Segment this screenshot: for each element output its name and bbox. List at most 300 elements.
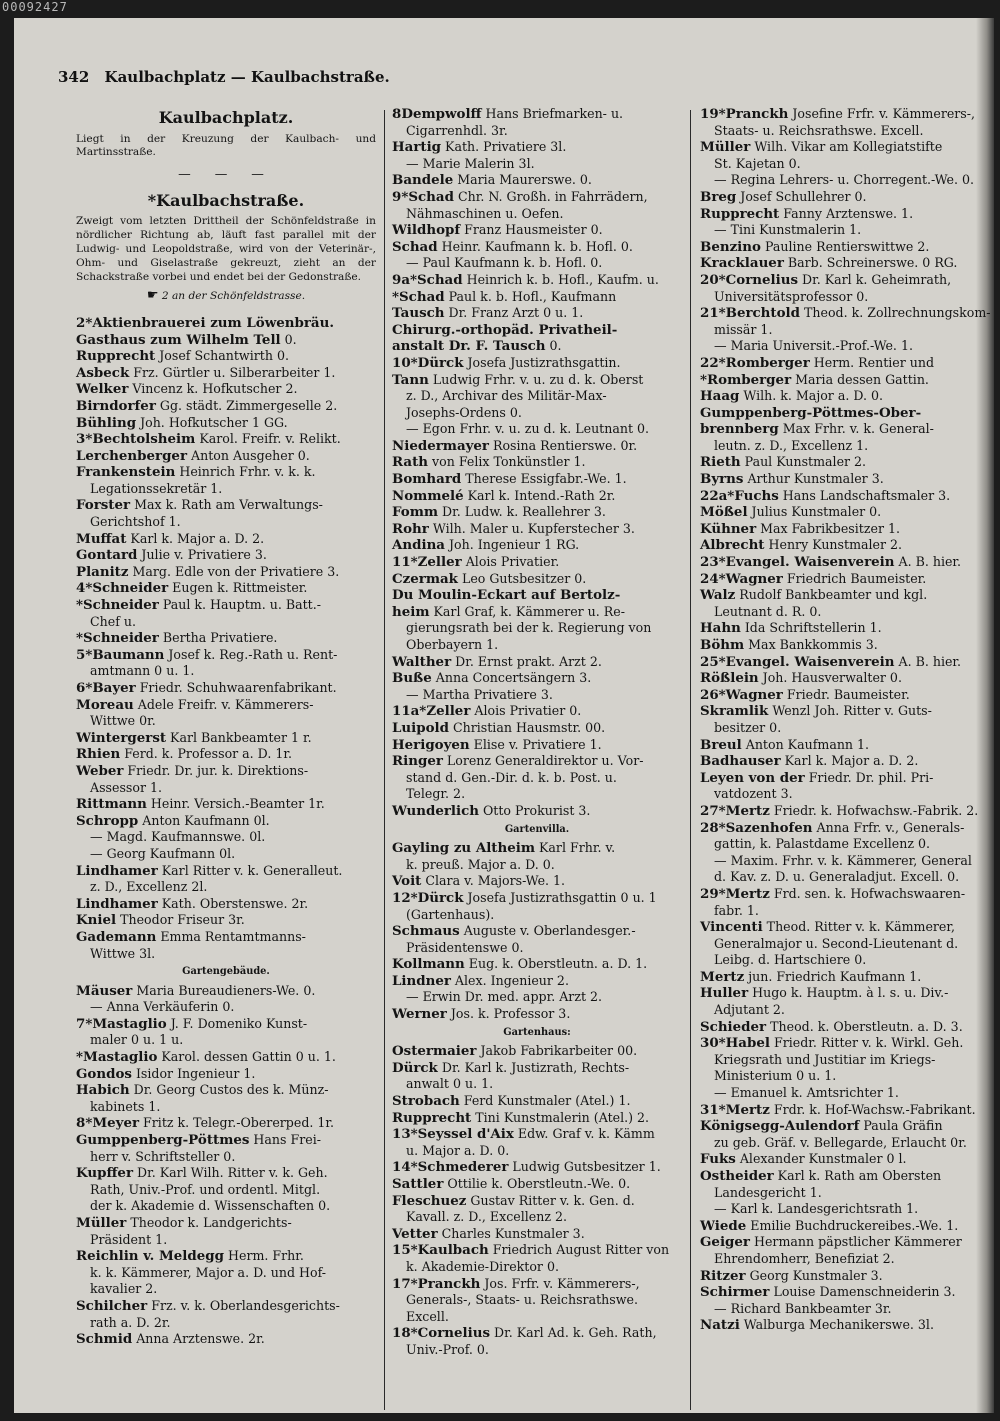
resident-entry	[392, 355, 682, 372]
resident-entry	[76, 1248, 376, 1265]
house-number: 5*	[76, 646, 93, 663]
entry-continuation: Chef u.	[90, 613, 136, 629]
resident-name: Habel	[725, 1035, 770, 1052]
entry-continuation: — Maxim. Frhr. v. k. Kämmerer, General	[714, 852, 972, 868]
resident-name: Müller	[76, 1215, 127, 1232]
resident-name: Czermak	[392, 570, 458, 587]
resident-details: Heinrich k. b. Hofl., Kaufm. u.	[462, 271, 659, 287]
resident-entry	[700, 471, 968, 488]
resident-entry	[76, 497, 376, 514]
resident-entry	[392, 1060, 682, 1077]
resident-details: A. B. hier.	[894, 653, 962, 669]
resident-details: Frdr. k. Hof-Wachsw.-Fabrikant.	[769, 1101, 976, 1117]
resident-name: Huller	[700, 985, 749, 1002]
house-number: 17*	[392, 1275, 418, 1292]
house-number: 15*	[392, 1242, 418, 1259]
resident-name: Fuchs	[734, 487, 779, 504]
resident-details: Wenzl Joh. Ritter v. Guts-	[768, 703, 932, 719]
resident-details: Frz. v. k. Oberlandesgerichts-	[147, 1297, 340, 1313]
resident-entry	[392, 1093, 682, 1110]
resident-entry	[700, 969, 968, 986]
resident-name: Andina	[392, 537, 445, 554]
resident-details: jun. Friedrich Kaufmann 1.	[744, 968, 922, 984]
resident-name: Wagner	[725, 570, 783, 587]
resident-details: Karl k. Rath am Obersten	[773, 1168, 942, 1183]
entry-continuation: Wittwe 0r.	[90, 713, 156, 729]
street-description: Zweigt vom letzten Drittheil der Schönfeldstraße in nördlicher Richtung ab, läuft fast parallel mit der Ludwig- und Leopoldstraße, wird von der Veterinär-, Ohm- und Giselastraße gekreuzt, zieht an der Schackstraße vorbei und endet bei der Gedonstraße.	[76, 215, 376, 283]
resident-details: Kath. Oberstenswe. 2r.	[157, 895, 309, 911]
resident-name: Muffat	[76, 530, 127, 547]
entry-continuation: St. Kajetan 0.	[714, 155, 801, 171]
column-divider	[690, 110, 691, 1410]
resident-name: Mertz	[725, 802, 770, 819]
resident-details: Jos. k. Professor 3.	[446, 1006, 571, 1022]
resident-name: Ringer	[392, 753, 443, 770]
resident-name: Meyer	[92, 1115, 140, 1132]
resident-entry	[700, 454, 968, 471]
entry-continuation: Adjutant 2.	[714, 1002, 785, 1018]
entry-continuation: — Erwin Dr. med. appr. Arzt 2.	[406, 989, 603, 1005]
resident-name: Forster	[76, 497, 131, 514]
entry-continuation: d. Kav. z. D. u. Generaladjut. Excell. 0.	[714, 869, 960, 885]
resident-name: Böhm	[700, 637, 745, 653]
resident-details: Josefine Frfr. v. Kämmerers-,	[788, 106, 976, 121]
resident-details: Frz. Gürtler u. Silberarbeiter 1.	[129, 364, 336, 380]
resident-details: Vincenz k. Hofkutscher 2.	[128, 381, 298, 397]
entry-continuation: gattin, k. Palastdame Excellenz 0.	[714, 836, 930, 852]
resident-details: J. F. Domeniko Kunst-	[166, 1015, 308, 1031]
resident-name: Herigoyen	[392, 736, 470, 753]
resident-details: Herm. Rentier und	[809, 354, 935, 370]
entry-continuation: — Marie Malerin 3l.	[406, 155, 535, 171]
entry-continuation: Kavall. z. D., Excellenz 2.	[406, 1209, 567, 1225]
resident-name: Wagner	[725, 686, 783, 703]
resident-entry	[700, 421, 968, 438]
entry-continuation: — Anna Verkäuferin 0.	[90, 999, 235, 1015]
resident-details: Hans Landschaftsmaler 3.	[778, 487, 951, 503]
entry-continuation: z. D., Excellenz 2l.	[90, 879, 208, 895]
resident-name: Werner	[392, 1006, 447, 1023]
resident-details: Kath. Privatiere 3l.	[441, 139, 567, 155]
resident-entry	[700, 571, 968, 588]
resident-name: Schmaus	[392, 923, 460, 940]
resident-details: Lorenz Generaldirektor u. Vor-	[442, 753, 644, 769]
resident-name: Frankenstein	[76, 464, 176, 481]
resident-name: Müller	[700, 139, 751, 156]
house-number: 6*	[76, 680, 93, 697]
resident-name: Niedermayer	[392, 437, 489, 454]
resident-entry	[700, 670, 968, 687]
resident-name: Kracklauer	[700, 255, 784, 272]
resident-entry	[700, 737, 968, 754]
resident-entry	[76, 863, 376, 880]
resident-entry	[392, 654, 682, 671]
resident-details: Emilie Buchdruckereibes.-We. 1.	[746, 1217, 959, 1233]
resident-details: Theod. k. Oberstleutn. a. D. 3.	[766, 1018, 963, 1034]
resident-details: Charles Kunstmaler 3.	[437, 1225, 585, 1241]
resident-entry	[392, 1176, 682, 1193]
resident-entry	[76, 896, 376, 913]
resident-entry	[700, 504, 968, 521]
resident-name: Geiger	[700, 1234, 750, 1251]
resident-name: Breul	[700, 736, 742, 753]
resident-name: Schropp	[76, 812, 139, 829]
resident-entry	[76, 763, 376, 780]
column-divider	[384, 110, 385, 1410]
resident-entry	[700, 355, 968, 372]
resident-name: Dürck	[417, 354, 464, 371]
house-number: 3*	[76, 431, 93, 448]
resident-name: Reichlin v. Meldegg	[76, 1248, 224, 1265]
resident-details: Elise v. Privatiere 1.	[469, 736, 602, 752]
entry-continuation: — Paul Kaufmann k. b. Hofl. 0.	[406, 255, 603, 271]
resident-entry	[392, 1276, 682, 1293]
resident-entry	[392, 106, 682, 123]
entry-continuation: — Emanuel k. Amtsrichter 1.	[714, 1085, 899, 1101]
house-number: 12*	[392, 889, 418, 906]
resident-details: Max k. Rath am Verwaltungs-	[130, 497, 323, 513]
resident-entry	[700, 1151, 968, 1168]
resident-details: Karl k. Major a. D. 2.	[126, 530, 265, 546]
resident-entry	[76, 1215, 376, 1232]
resident-entry	[76, 1132, 376, 1149]
resident-entry	[76, 315, 376, 332]
resident-entry	[76, 597, 376, 614]
resident-details: Edw. Graf v. k. Kämm	[513, 1126, 655, 1142]
resident-details: Dr. Karl Wilh. Ritter v. k. Geh.	[133, 1165, 328, 1181]
resident-entry	[700, 1019, 968, 1036]
resident-details: Paula Gräfin	[859, 1118, 943, 1134]
resident-details: Joh. Ingenieur 1 RG.	[445, 537, 580, 553]
resident-details: Dr. Georg Custos des k. Münz-	[129, 1082, 329, 1098]
resident-details: Joh. Hausverwalter 0.	[758, 670, 902, 686]
resident-entry	[76, 1049, 376, 1066]
resident-name: Rohr	[392, 520, 429, 537]
resident-name: Strobach	[392, 1093, 460, 1110]
resident-entry	[392, 587, 682, 604]
resident-name: Gumppenberg-Pöttmes-Ober-	[700, 404, 922, 421]
resident-name: Kniel	[76, 912, 117, 929]
resident-entry	[392, 322, 682, 339]
resident-entry	[392, 521, 682, 538]
entry-continuation: Leutnant d. R. 0.	[714, 603, 822, 619]
resident-entry	[76, 580, 376, 597]
resident-entry	[700, 1118, 968, 1135]
resident-name: Rath	[392, 454, 429, 471]
resident-details: Hans Briefmarken- u.	[481, 106, 624, 121]
resident-entry	[392, 305, 682, 322]
resident-name: Voit	[392, 873, 422, 890]
resident-details: Dr. Franz Arzt 0 u. 1.	[444, 305, 584, 321]
entry-continuation: Legationssekretär 1.	[90, 480, 223, 496]
resident-entry	[392, 956, 682, 973]
resident-entry	[76, 415, 376, 432]
resident-details: Anna Arztenswe. 2r.	[132, 1331, 265, 1347]
entry-continuation: Assessor 1.	[90, 779, 163, 795]
resident-name: Schneider	[83, 597, 159, 614]
resident-name: Rhien	[76, 746, 121, 763]
resident-details: Julius Kunstmaler 0.	[747, 504, 882, 520]
resident-name: Rieth	[700, 454, 741, 471]
resident-name: Cornelius	[725, 271, 798, 288]
resident-name: Evangel. Waisenverein	[725, 554, 895, 571]
entry-continuation: leutn. z. D., Excellenz 1.	[714, 437, 869, 453]
resident-entry	[392, 1226, 682, 1243]
resident-name: Hahn	[700, 620, 741, 637]
resident-entry	[392, 803, 682, 820]
resident-entry	[76, 381, 376, 398]
house-number: 4*	[76, 580, 93, 597]
resident-details: Friedr. Baumeister.	[782, 686, 910, 702]
resident-details: Anton Ausgeher 0.	[187, 447, 310, 463]
house-number: 9a*	[392, 271, 417, 288]
resident-entry	[392, 873, 682, 890]
resident-details: Alois Privatier 0.	[470, 703, 582, 719]
resident-details: Heinrich Frhr. v. k. k.	[175, 464, 316, 480]
resident-entry	[392, 222, 682, 239]
house-number: *	[700, 371, 708, 388]
entry-continuation: k. k. Kämmerer, Major a. D. und Hof-	[90, 1264, 327, 1280]
resident-details: 0.	[280, 331, 297, 347]
resident-name: Fuks	[700, 1151, 736, 1168]
resident-details: Karl Bankbeamter 1 r.	[166, 729, 312, 745]
column-3	[700, 106, 991, 1334]
entry-continuation: — Maria Universit.-Prof.-We. 1.	[714, 338, 913, 354]
house-number: 31*	[700, 1101, 726, 1118]
resident-details: Rosina Rentierswe. 0r.	[488, 437, 638, 453]
resident-details: Franz Hausmeister 0.	[460, 222, 603, 238]
resident-name: Kühner	[700, 520, 757, 537]
resident-entry	[392, 670, 682, 687]
house-number: 7*	[76, 1015, 93, 1032]
resident-details: Dr. Ludw. k. Reallehrer 3.	[438, 504, 606, 520]
resident-details: Anton Kaufmann 1.	[741, 736, 870, 752]
resident-name: Lerchenberger	[76, 447, 188, 464]
separator-dashes: — — —	[178, 166, 274, 182]
resident-entry	[700, 521, 968, 538]
resident-entry	[700, 770, 968, 787]
resident-name: Bayer	[92, 680, 136, 697]
resident-name: Ostheider	[700, 1168, 774, 1184]
resident-name: Schieder	[700, 1018, 767, 1035]
resident-name: Sazenhofen	[725, 819, 813, 836]
house-number: *	[392, 288, 400, 305]
resident-entry	[76, 630, 376, 647]
section-heading: Gartenhaus:	[503, 1026, 571, 1038]
resident-name: Gademann	[76, 928, 157, 945]
resident-details: Leo Gutsbesitzer 0.	[457, 570, 587, 586]
resident-name: Seyssel d'Aix	[417, 1126, 514, 1143]
entry-continuation: vatdozent 3.	[714, 786, 793, 802]
resident-details: Karl k. Major a. D. 2.	[780, 753, 919, 769]
resident-details: Paul k. Hauptm. u. Batt.-	[158, 597, 321, 613]
entry-continuation: (Gartenhaus).	[406, 906, 495, 922]
column-2	[392, 106, 682, 1359]
resident-name: Mößel	[700, 504, 748, 521]
resident-entry	[392, 1006, 682, 1023]
resident-name: Schmederer	[417, 1159, 509, 1176]
resident-details: Chr. N. Großh. in Fahrrädern,	[453, 188, 648, 204]
page-running-title: Kaulbachplatz — Kaulbachstraße.	[104, 68, 390, 86]
resident-details: Rudolf Bankbeamter und kgl.	[735, 587, 928, 603]
resident-name: anstalt Dr. F. Tausch	[392, 338, 546, 355]
resident-name: Rupprecht	[392, 1109, 472, 1126]
resident-name: Kollmann	[392, 956, 465, 973]
resident-entry	[76, 647, 376, 664]
entry-continuation: Excell.	[406, 1308, 449, 1324]
resident-entry	[392, 720, 682, 737]
resident-name: Lindner	[392, 972, 451, 989]
resident-entry	[392, 189, 682, 206]
resident-details: Eugen k. Rittmeister.	[168, 580, 308, 596]
resident-name: Wiede	[700, 1217, 747, 1234]
resident-name: Lindhamer	[76, 895, 158, 912]
resident-details: Julie v. Privatiere 3.	[137, 547, 267, 563]
resident-entry	[392, 571, 682, 588]
resident-details: Friedr. Dr. phil. Pri-	[804, 769, 934, 785]
resident-details: Josef Schantwirth 0.	[155, 348, 289, 364]
resident-details: Auguste v. Oberlandesger.-	[459, 923, 636, 939]
resident-name: Habich	[76, 1082, 130, 1099]
resident-name: Tausch	[392, 305, 445, 322]
resident-details: Theod. Ritter v. k. Kämmerer,	[762, 919, 956, 935]
resident-entry	[700, 255, 968, 272]
resident-name: Albrecht	[700, 537, 765, 554]
entry-continuation: zu geb. Gräf. v. Bellegarde, Erlaucht 0r.	[714, 1134, 967, 1150]
resident-entry	[700, 703, 968, 720]
resident-name: Chirurg.-orthopäd. Privatheil-	[392, 321, 618, 338]
resident-details: Gustav Ritter v. k. Gen. d.	[466, 1192, 635, 1208]
resident-entry	[700, 919, 968, 936]
resident-details: Heinr. Kaufmann k. b. Hofl. 0.	[437, 238, 633, 254]
resident-details: Friedr. Schuhwaarenfabrikant.	[135, 680, 337, 696]
resident-entry	[76, 746, 376, 763]
resident-name: Asbeck	[76, 364, 130, 381]
resident-details: Josefa Justizrathsgattin.	[463, 354, 621, 370]
resident-name: Leyen von der	[700, 769, 805, 786]
resident-entry	[76, 680, 376, 697]
resident-entry	[392, 840, 682, 857]
resident-entry	[76, 1331, 376, 1348]
resident-entry	[700, 1268, 968, 1285]
resident-name: Ritzer	[700, 1267, 746, 1284]
entry-continuation: Rath, Univ.-Prof. und ordentl. Mitgl.	[90, 1181, 321, 1197]
resident-entry	[392, 753, 682, 770]
resident-entry	[392, 1193, 682, 1210]
resident-entry	[392, 438, 682, 455]
resident-name: Bandele	[392, 172, 454, 189]
resident-details: Josef k. Reg.-Rath u. Rent-	[164, 646, 338, 662]
resident-name: Dürck	[392, 1059, 438, 1076]
resident-entry	[700, 1234, 968, 1251]
resident-details: Henry Kunstmaler 2.	[764, 537, 903, 553]
resident-details: Anna Concertsängern 3.	[431, 670, 592, 686]
entry-continuation: Universitätsprofessor 0.	[714, 288, 869, 304]
entry-continuation: u. Major a. D. 0.	[406, 1142, 510, 1158]
resident-details: Karl k. Intend.-Rath 2r.	[463, 487, 616, 503]
resident-details: Barb. Schreinerswe. 0 RG.	[783, 255, 958, 271]
resident-name: Bühling	[76, 414, 137, 431]
resident-name: Weber	[76, 762, 124, 779]
resident-name: Cornelius	[417, 1325, 490, 1342]
resident-entry	[700, 985, 968, 1002]
resident-name: Byrns	[700, 471, 744, 488]
resident-details: Alois Privatier.	[461, 554, 560, 570]
entry-continuation: Cigarrenhdl. 3r.	[406, 122, 508, 138]
entry-continuation: — Martha Privatiere 3.	[406, 686, 553, 702]
resident-name: Fleschuez	[392, 1192, 467, 1209]
resident-entry	[76, 564, 376, 581]
resident-name: Königsegg-Aulendorf	[700, 1118, 860, 1135]
entry-continuation: herr v. Schriftsteller 0.	[90, 1148, 236, 1164]
resident-entry	[76, 983, 376, 1000]
house-number: 28*	[700, 819, 726, 836]
resident-entry	[76, 730, 376, 747]
resident-name: Walz	[700, 587, 736, 604]
entry-continuation: Staats- u. Reichsrathswe. Excell.	[714, 122, 924, 138]
resident-name: Wunderlich	[392, 802, 479, 819]
entry-continuation: stand d. Gen.-Dir. d. k. b. Post. u.	[406, 769, 617, 785]
resident-name: Schmid	[76, 1331, 133, 1348]
resident-name: Evangel. Waisenverein	[725, 653, 895, 670]
resident-entry	[700, 372, 968, 389]
resident-name: Schad	[399, 288, 445, 305]
resident-details: Karl Ritter v. k. Generalleut.	[157, 862, 343, 878]
resident-details: Christian Hausmstr. 00.	[448, 719, 606, 735]
resident-name: Mäuser	[76, 982, 133, 999]
entry-continuation: — Tini Kunstmalerin 1.	[714, 222, 862, 238]
resident-entry	[700, 272, 968, 289]
resident-entry	[76, 332, 376, 349]
resident-details: Arthur Kunstmaler 3.	[743, 471, 884, 487]
resident-name: Wintergerst	[76, 729, 167, 746]
resident-entry	[700, 388, 968, 405]
resident-entry	[392, 537, 682, 554]
house-number: *	[76, 630, 84, 647]
pointing-hand-icon: ☛	[146, 288, 159, 304]
resident-details: Dr. Karl Ad. k. Geh. Rath,	[490, 1325, 657, 1341]
entry-continuation: gierungsrath bei der k. Regierung von	[406, 620, 652, 636]
house-number: 23*	[700, 554, 726, 571]
resident-details: Clara v. Majors-We. 1.	[421, 873, 566, 889]
resident-entry	[76, 365, 376, 382]
resident-name: Birndorfer	[76, 397, 156, 414]
resident-details: Jos. Frfr. v. Kämmerers-,	[480, 1275, 640, 1291]
resident-entry	[392, 139, 682, 156]
resident-entry	[392, 289, 682, 306]
resident-details: 0.	[545, 338, 562, 354]
entry-continuation: Generals-, Staats- u. Reichsrathswe.	[406, 1292, 638, 1308]
resident-entry	[392, 1043, 682, 1060]
resident-name: Rupprecht	[76, 348, 156, 365]
resident-details: Dr. Karl k. Justizrath, Rechts-	[437, 1059, 630, 1075]
resident-details: Max Fabrikbesitzer 1.	[756, 520, 900, 536]
resident-entry	[392, 504, 682, 521]
entry-continuation: Oberbayern 1.	[406, 637, 499, 652]
house-number: 30*	[700, 1035, 726, 1052]
resident-name: Buße	[392, 670, 432, 687]
section-heading: Gartenvilla.	[504, 823, 570, 835]
resident-name: Haag	[700, 388, 740, 405]
resident-details: Karl Graf, k. Kämmerer u. Re-	[429, 603, 625, 619]
resident-name: Ostermaier	[392, 1043, 477, 1060]
entry-continuation: Josephs-Ordens 0.	[406, 404, 522, 420]
resident-details: Paul k. b. Hofl., Kaufmann	[444, 288, 617, 304]
resident-entry	[700, 820, 968, 837]
resident-details: Maria Bureaudieners-We. 0.	[132, 982, 316, 998]
resident-details: Walburga Mechanikerswe. 3l.	[739, 1317, 934, 1333]
resident-name: Dempwolff	[401, 106, 482, 122]
